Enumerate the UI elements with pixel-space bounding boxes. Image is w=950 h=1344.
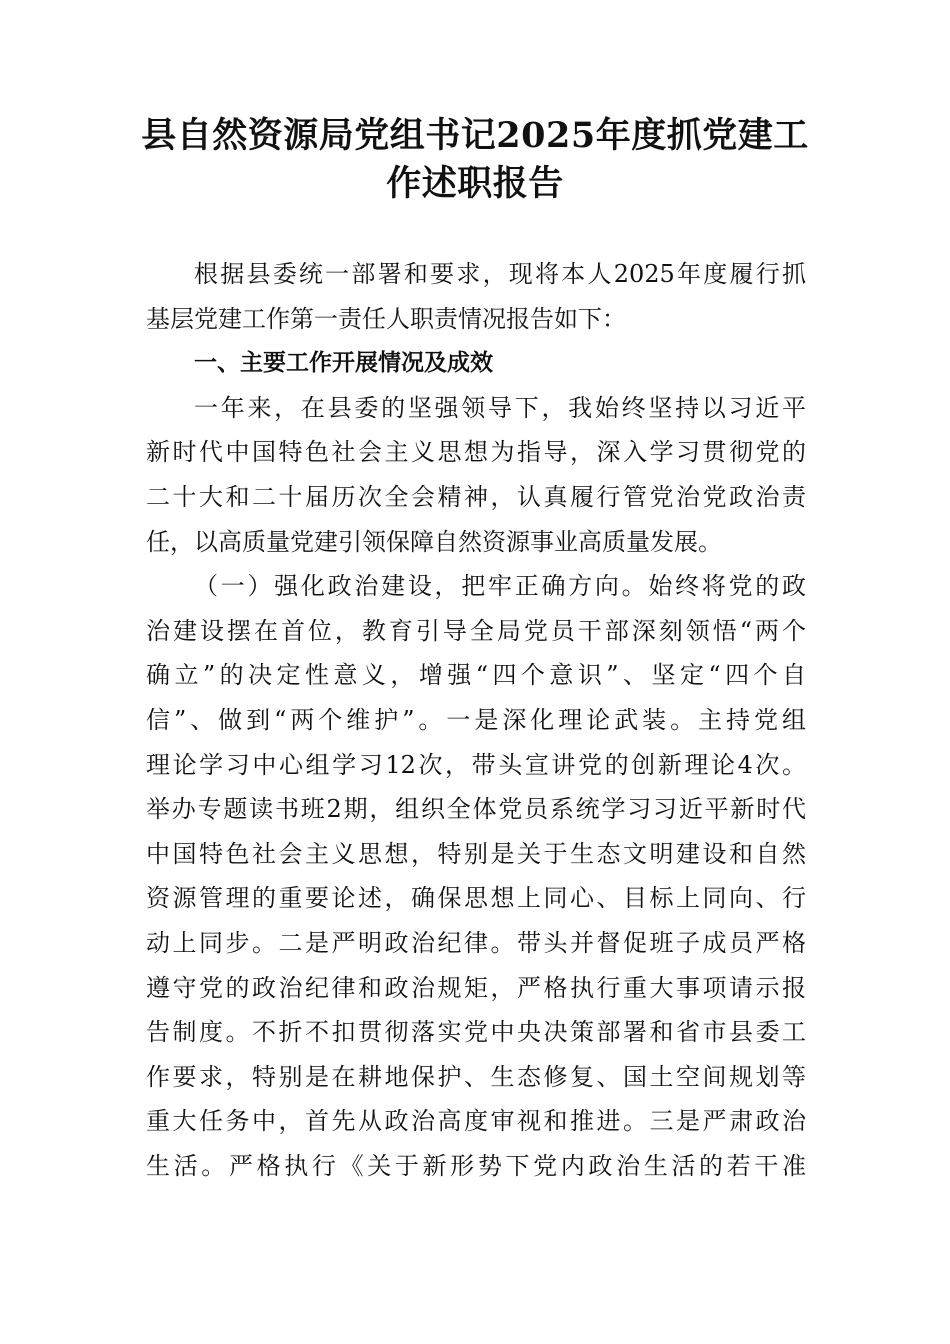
paragraph-line: 任，以高质量党建引领保障自然资源事业高质量发展。 [146, 527, 722, 556]
document-title [130, 112, 820, 208]
intro-line: 基层党建工作第一责任人职责情况报告如下： [146, 304, 626, 333]
title-line-2: 作述职报告 [386, 163, 564, 204]
paragraph-line: 中国特色社会主义思想，特别是关于生态文明建设和自然 [146, 839, 806, 868]
title-line-1: 县自然资源局党组书记2025年度抓党建工 [141, 115, 809, 156]
paragraph-line: 遵守党的政治纪律和政治规矩，严格执行重大事项请示报 [146, 973, 806, 1002]
paragraph-line: 资源管理的重要论述，确保思想上同心、目标上同向、行 [146, 884, 806, 913]
paragraph-line: 作要求，特别是在耕地保护、生态修复、国土空间规划等 [146, 1062, 806, 1091]
paragraph-line: 新时代中国特色社会主义思想为指导，深入学习贯彻党的 [146, 438, 806, 467]
document-body [146, 252, 806, 1188]
paragraph-line: 动上同步。二是严明政治纪律。带头并督促班子成员严格 [146, 928, 806, 957]
paragraph-line: （一）强化政治建设，把牢正确方向。始终将党的政 [194, 572, 806, 601]
paragraph-line: 理论学习中心组学习12次，带头宣讲党的创新理论4次。 [146, 750, 806, 779]
paragraph-line: 举办专题读书班2期，组织全体党员系统学习习近平新时代 [146, 795, 806, 824]
paragraph-line: 治建设摆在首位，教育引导全局党员干部深刻领悟“两个 [146, 616, 806, 645]
paragraph-line: 重大任务中，首先从政治高度审视和推进。三是严肃政治 [146, 1107, 806, 1136]
intro-line: 根据县委统一部署和要求，现将本人2025年度履行抓 [194, 260, 806, 288]
paragraph-line: 二十大和二十届历次全会精神，认真履行管党治党政治责 [146, 482, 806, 511]
paragraph-line: 确立”的决定性意义，增强“四个意识”、坚定“四个自 [146, 661, 806, 690]
paragraph-line: 信”、做到“两个维护”。一是深化理论武装。主持党组 [146, 705, 806, 734]
paragraph-line: 一年来，在县委的坚强领导下，我始终坚持以习近平 [194, 393, 806, 422]
section-heading: 一、主要工作开展情况及成效 [194, 350, 493, 377]
paragraph-line: 生活。严格执行《关于新形势下党内政治生活的若干准 [146, 1151, 806, 1180]
paragraph-line: 告制度。不折不扣贯彻落实党中央决策部署和省市县委工 [146, 1018, 806, 1047]
